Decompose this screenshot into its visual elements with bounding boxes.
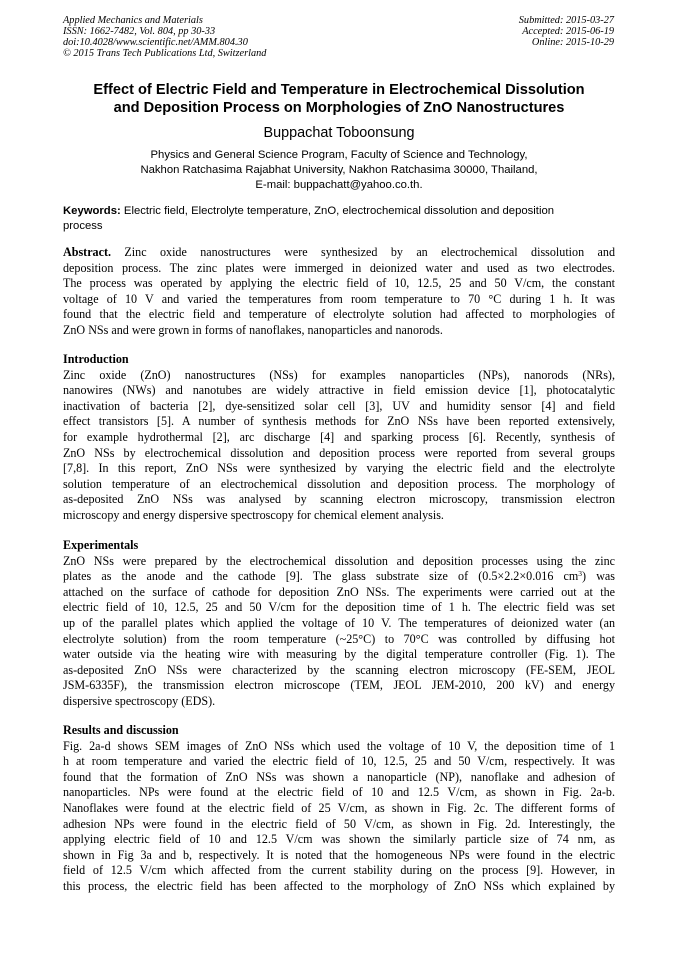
keywords-text: Electric field, Electrolyte temperature, ZnO, electrochemical dissolution and deposition — [123, 205, 555, 217]
paragraph-line: effect transistors [5]. A number of synthesis methods for ZnO NSs have been reported extensively, — [63, 414, 615, 429]
results-section — [63, 723, 615, 895]
journal-issn: ISSN: 1662-7482, Vol. 804, pp 30-33 — [63, 26, 216, 37]
journal-info — [63, 15, 266, 59]
author-email: E-mail: buppachatt@yahoo.co.th. — [255, 179, 423, 191]
paragraph-line: inactivation of bacteria [2], dye-sensitized solar cell [3], UV and humidity sensor [4] and field — [63, 398, 615, 413]
keywords-label: Keywords: — [63, 205, 121, 217]
paragraph-line: water outside via the heating wire with measuring by the digital temperature controller (Fig. 1). The — [63, 647, 615, 662]
section-heading: Experimentals — [63, 538, 139, 552]
abstract-line: ZnO NSs and were grown in forms of nanoflakes, nanoparticles and nanorods. — [63, 322, 443, 337]
abstract-line: The process was operated by applying the electric field of 10, 12.5, 25 and 50 V/cm, the constant — [63, 276, 615, 291]
paragraph-line: [7,8]. In this report, ZnO NSs were synthesized by varying the electric field and the electrolyte — [63, 461, 615, 476]
paragraph-line: dispersive spectroscopy (EDS). — [63, 693, 216, 708]
paragraph-line: Fig. 2a-d shows SEM images of ZnO NSs which used the voltage of 10 V, the deposition time of 1 — [63, 738, 615, 753]
abstract-line: found that the electric field and temperature of electrolyte solution had affected to morphologies of — [63, 307, 615, 322]
introduction-section — [63, 352, 615, 524]
paragraph-line: nanowires (NWs) and nanotubes are widely attractive in field emission device [1], photocatalytic — [63, 383, 615, 398]
author-name: Buppachat Toboonsung — [263, 125, 415, 141]
paper-title — [50, 81, 628, 117]
online-date: Online: 2015-10-29 — [531, 37, 614, 48]
paragraph-line: as-deposited ZnO NSs were characterized by the scanning electron microscopy (FE-SEM, JEOL — [63, 662, 615, 677]
paragraph-line: shown in Fig 3a and b, respectively. It is noted that the homogeneous NPs were found in the electric — [63, 847, 615, 862]
journal-name: Applied Mechanics and Materials — [63, 15, 203, 26]
paragraph-line: Nanoflakes were found at the electric field of 25 V/cm, as shown in Fig. 2c. The different forms of — [63, 800, 615, 815]
section-heading: Introduction — [63, 352, 129, 366]
title-line: Effect of Electric Field and Temperature in Electrochemical Dissolution — [93, 82, 585, 98]
paragraph-line: JSM-6335F), the transmission electron microscope (TEM, JEOL JEM-2010, 200 kV) and energy — [63, 678, 615, 693]
paragraph-line: applying electric field of 10 and 12.5 V/cm was shown the similarly particle size of 74 nm, as — [63, 832, 615, 847]
affiliation-line: Nakhon Ratchasima Rajabhat University, Nakhon Ratchasima 30000, Thailand, — [140, 164, 538, 176]
abstract-line: deposition process. The zinc plates were immerged in deionized water and used as two electrodes. — [63, 260, 615, 275]
section-heading: Results and discussion — [63, 723, 179, 737]
paragraph-line: ZnO NSs were prepared by the electrochemical dissolution and deposition processes using the zinc — [63, 553, 615, 568]
keywords — [63, 204, 615, 234]
keywords-line — [63, 204, 615, 219]
experimentals-section — [63, 538, 615, 710]
journal-doi: doi:10.4028/www.scientific.net/AMM.804.30 — [63, 37, 248, 48]
abstract-line: voltage of 10 V and varied the temperatures from room temperature to 70 °C during 1 h. It was — [63, 291, 615, 306]
accepted-date: Accepted: 2015-06-19 — [522, 26, 614, 37]
abstract-label: Abstract. — [63, 245, 112, 259]
submitted-date: Submitted: 2015-03-27 — [518, 15, 614, 26]
paragraph-line: electrolyte solution) from the room temperature (~25°C) to 70°C was controlled by diffusing hot — [63, 631, 615, 646]
paragraph-line: Zinc oxide (ZnO) nanostructures (NSs) for examples nanoparticles (NPs), nanorods (NRs), — [63, 367, 615, 382]
paragraph-line: up of the parallel plates which applied the voltage of 10 V. The temperatures of deionized water (an — [63, 615, 615, 630]
title-line: and Deposition Process on Morphologies of ZnO Nanostructures — [113, 100, 565, 116]
paragraph-line: found that the formation of ZnO NSs was shown a nanoparticle (NP), nanoflake and adhesion of — [63, 769, 615, 784]
paragraph-line: solution temperature of an electrochemical dissolution and deposition process. The morphology of — [63, 476, 615, 491]
paragraph-line: electric field of 10, 12.5, 25 and 50 V/cm for the deposition time of 1 h. The electric field was set — [63, 600, 615, 615]
publication-dates — [519, 15, 614, 48]
paragraph-line: microscopy and energy dispersive spectroscopy for chemical element analysis. — [63, 507, 444, 522]
paragraph-line: plates as the anode and the cathode [9]. The glass substrate size of (0.5×2.2×0.016 $cm^3$) was — [63, 569, 615, 584]
keywords-line: process — [63, 220, 103, 232]
abstract-line: Abstract. Zinc oxide nanostructures were synthesized by an electrochemical dissolution and — [63, 245, 615, 259]
paragraph-line: nanoparticles. NPs were found at the electric field of 10 and 12.5 V/cm, as shown in Fig. 2a-b. — [63, 785, 615, 800]
affiliation — [60, 148, 618, 193]
paragraph-line: ZnO NSs by electrochemical dissolution and deposition process were reported from several groups — [63, 445, 615, 460]
paragraph-line: as-deposited ZnO NSs was analysed by scanning electron microscopy, transmission electron — [63, 492, 615, 507]
superscript: 3 — [578, 569, 583, 579]
paragraph-line: attached on the surface of cathode for deposition ZnO NSs. The experiments were carried out at the — [63, 584, 615, 599]
paragraph-line: for example hydrothermal [2], arc discharge [4] and sparking process [6]. Recently, synthesis of — [63, 429, 615, 444]
affiliation-line: Physics and General Science Program, Faculty of Science and Technology, — [150, 149, 528, 161]
paragraph-line: field of 12.5 V/cm which affected from the current stability during on the process [9]. However, in — [63, 863, 615, 878]
paragraph-line: this process, the electric field has been affected to the morphology of ZnO NSs which explained by — [63, 878, 615, 893]
paragraph-line: adhesion NPs were found in the electric field of 50 V/cm, as shown in Fig. 2d. Interestingly, the — [63, 816, 615, 831]
journal-copyright: © 2015 Trans Tech Publications Ltd, Switzerland — [63, 48, 267, 59]
paragraph-line: h at room temperature and varied the electric field of 10, 12.5, 25 and 50 V/cm, respectively. It was — [63, 754, 615, 769]
abstract — [63, 245, 615, 339]
